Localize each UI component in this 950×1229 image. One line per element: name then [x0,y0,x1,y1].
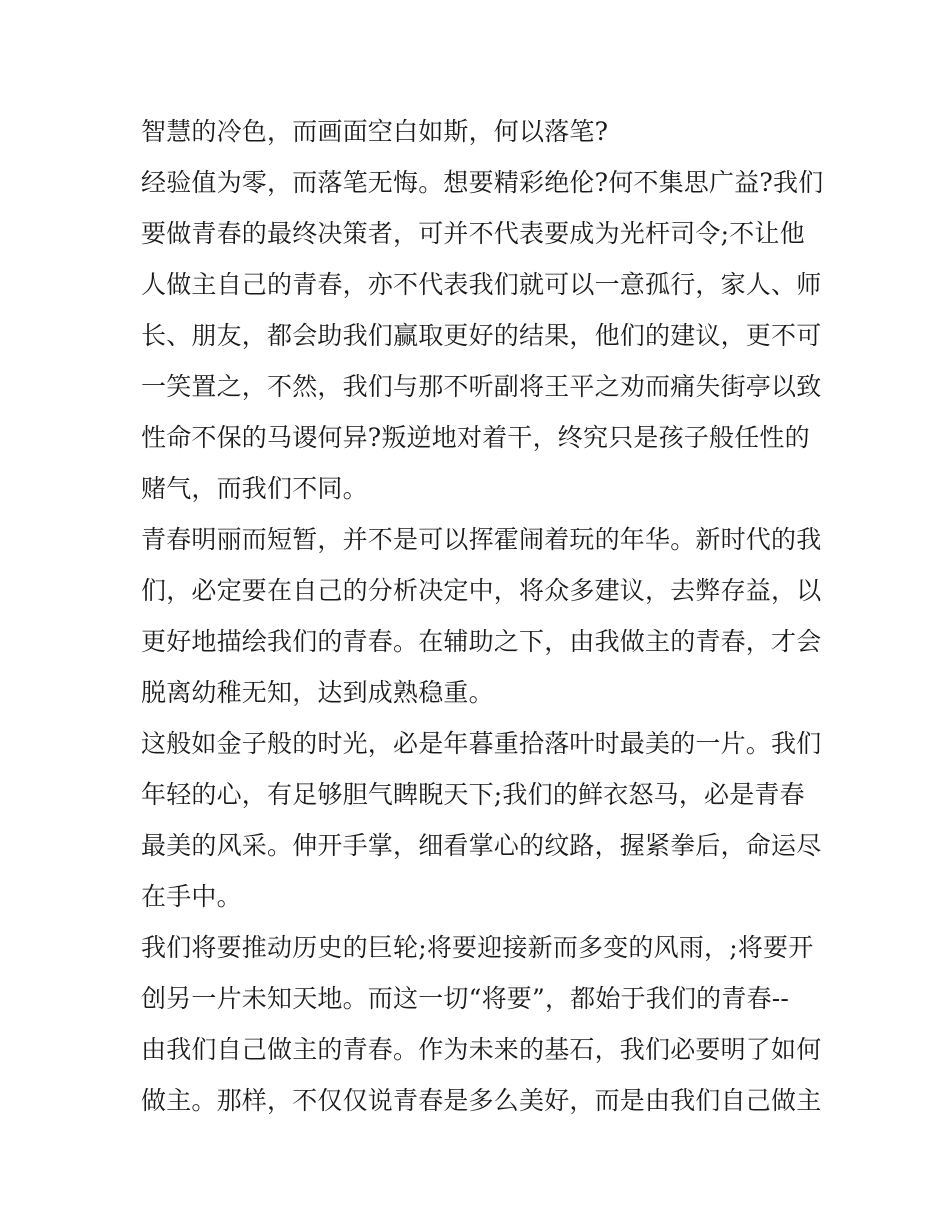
text-line: 由我们自己做主的青春。作为未来的基石，我们必要明了如何 [141,1035,822,1064]
text-line: 脱离幼稚无知，达到成熟稳重。 [141,678,494,707]
text-line: 青春明丽而短暂，并不是可以挥霍闹着玩的年华。新时代的我 [141,525,822,554]
text-line: 这般如金子般的时光，必是年暮重拾落叶时最美的一片。我们 [141,729,822,758]
text-line: 创另一片未知天地。而这一切“将要”，都始于我们的青春-- [141,984,790,1013]
text-line: 智慧的冷色，而画面空白如斯，何以落笔? [141,117,609,146]
text-line: 人做主自己的青春，亦不代表我们就可以一意孤行，家人、师 [141,270,822,299]
text-line: 最美的风采。伸开手掌，细看掌心的纹路，握紧拳后，命运尽 [141,831,822,860]
text-line: 在手中。 [141,882,242,911]
text-line: 要做青春的最终决策者，可并不代表要成为光杆司令;不让他 [141,219,805,248]
text-line: 性命不保的马谡何异?叛逆地对着干，终究只是孩子般任性的 [141,423,810,452]
text-line: 做主。那样，不仅仅说青春是多么美好，而是由我们自己做主 [141,1086,822,1115]
text-line: 更好地描绘我们的青春。在辅助之下，由我做主的青春，才会 [141,627,822,656]
text-line: 经验值为零，而落笔无悔。想要精彩绝伦?何不集思广益?我们 [141,168,824,197]
text-line: 一笑置之，不然，我们与那不听副将王平之劝而痛失街亭以致 [141,372,822,401]
text-line: 我们将要推动历史的巨轮;将要迎接新而多变的风雨，;将要开 [141,933,814,962]
text-line: 们，必定要在自己的分析决定中，将众多建议，去弊存益，以 [141,576,822,605]
essay-text [141,106,831,1126]
text-line: 长、朋友，都会助我们赢取更好的结果，他们的建议，更不可 [141,321,822,350]
text-line: 年轻的心，有足够胆气睥睨天下;我们的鲜衣怒马，必是青春 [141,780,805,809]
text-line: 赌气，而我们不同。 [141,474,368,503]
